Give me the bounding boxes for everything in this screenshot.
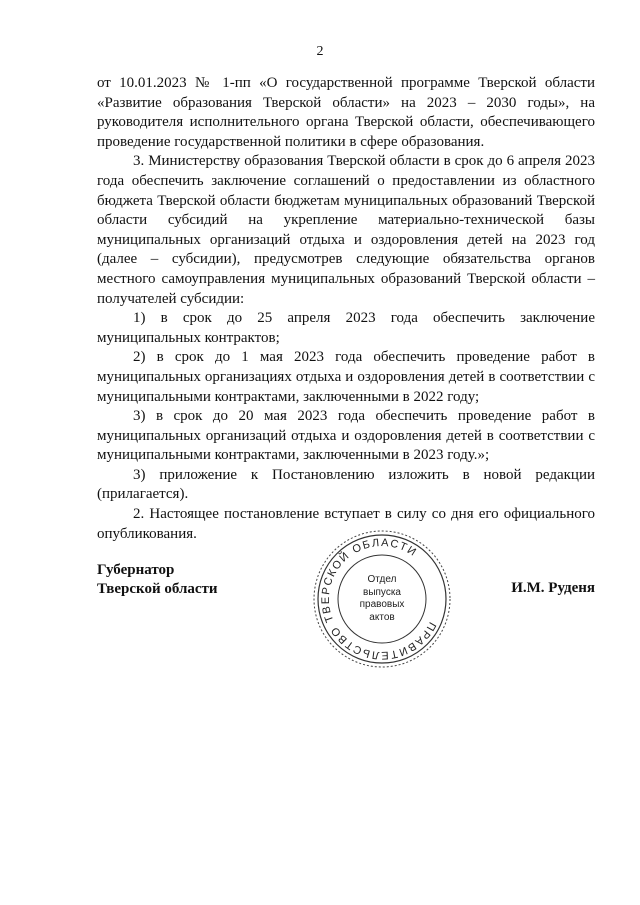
paragraph-item-3: 3. Министерству образования Тверской области в срок до 6 апреля 2023 года обеспечить заключение соглашений о предоставлении из областного бюджета Тверской области бюджетам муниципальных образований Тверской области субсидий на укрепление материально-технической базы муниципальных организаций отдыха и оздоровления детей на 2023 год (далее – субсидии), предусмотрев следующие обязательства органов местного самоуправления муниципальных образований Тверской области – получателей субсидии: [97,153,595,307]
signatory-title [97,561,218,599]
paragraph-effective-date: 2. Настоящее постановление вступает в силу со дня его официального опубликования. [97,506,595,542]
stamp-center-line: правовых [359,599,405,610]
paragraph-subitem-3: 3) в срок до 20 мая 2023 года обеспечить проведение работ в муниципальных организаций отдыха и оздоровления детей в соответствии с муниципальными контрактами, заключенными в 2023 году.»; [97,408,595,464]
document-body [97,74,595,544]
signatory-title-line1: Губернатор [97,562,175,578]
paragraph-continuation: от 10.01.2023 № 1-пп «О государственной программе Тверской области «Развитие образования Тверской области» на 2023 – 2030 годы», на руководителя исполнительного органа Тверской области, обеспечивающего проведение государственной политики в сфере образования. [97,75,595,150]
page-number: 2 [316,44,324,59]
signatory-title-line2: Тверской области [97,581,218,597]
paragraph-subitem-2: 2) в срок до 1 мая 2023 года обеспечить проведение работ в муниципальных организациях отдыха и оздоровления детей в соответствии с муниципальными контрактами, заключенными в 2022 году; [97,349,595,405]
stamp-center-line: актов [369,611,395,623]
stamp-center-line: выпуска [363,586,401,598]
stamp-center [311,528,453,670]
stamp-center-line: Отдел [367,574,397,585]
stamp-ring-text: ПРАВИТЕЛЬСТВО ТВЕРСКОЙ ОБЛАСТИ [319,536,439,662]
official-stamp [311,528,453,670]
signatory-name: И.М. Руденя [511,580,595,596]
paragraph-appendix: 3) приложение к Постановлению изложить в новой редакции (прилагается). [97,466,595,503]
paragraph-subitem-1: 1) в срок до 25 апреля 2023 года обеспечить заключение муниципальных контрактов; [97,310,595,346]
